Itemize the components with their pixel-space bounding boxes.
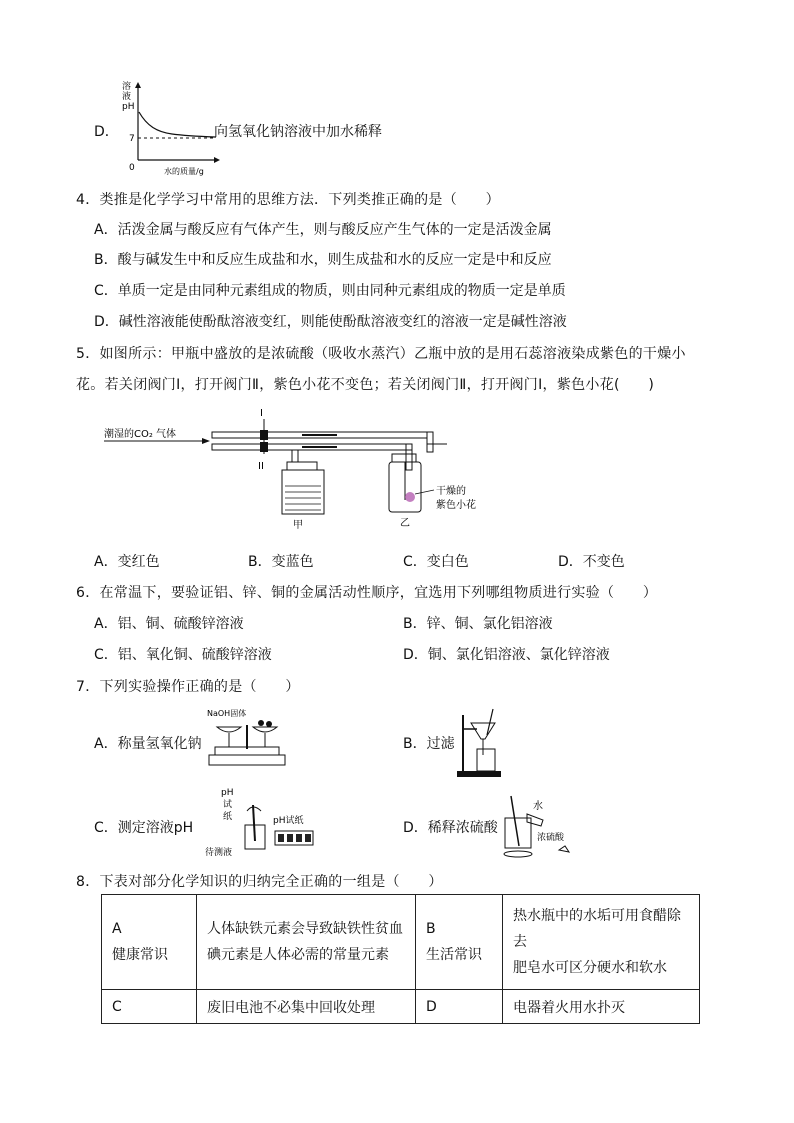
flower-label-2: 紫色小花	[436, 500, 476, 511]
bottle-a-stopper	[287, 462, 317, 470]
valve-2-label: II	[258, 461, 264, 472]
q6-option-c: C．铝、氧化铜、硫酸锌溶液	[94, 647, 272, 663]
gas-arrow-icon	[202, 438, 210, 444]
graph-x-label: 水的质量/g	[164, 167, 204, 176]
valve-2-icon	[260, 442, 268, 452]
ph-dilution-graph	[112, 80, 222, 178]
cell-b-line2: 去	[513, 934, 527, 950]
ph-test-figure	[203, 785, 318, 860]
filtration-figure	[455, 705, 525, 780]
ph-paper-label: pH试纸	[273, 816, 304, 826]
graph-origin: 0	[129, 163, 135, 173]
q6-option-d: D．铜、氯化铝溶液、氯化锌溶液	[403, 647, 610, 663]
bottle-b-label: 乙	[400, 518, 410, 529]
funnel	[471, 723, 495, 739]
graph-tick-7: 7	[129, 134, 135, 144]
q7-stem: 7．下列实验操作正确的是（ ）	[76, 679, 300, 695]
q4-stem: 4．类推是化学学习中常用的思维方法．下列类推正确的是（ ）	[76, 192, 500, 208]
q5-stem-line2: 花。若关闭阀门Ⅰ，打开阀门Ⅱ，紫色小花不变色；若关闭阀门Ⅱ，打开阀门Ⅰ，紫色小花( )	[76, 377, 655, 393]
gas-label: 潮湿的CO₂ 气体	[104, 429, 177, 440]
cell-b-line3: 肥皂水可区分硬水和软水	[513, 960, 667, 976]
table-row	[102, 895, 700, 990]
q4-option-b: B．酸与碱发生中和反应生成盐和水，则生成盐和水的反应一定是中和反应	[94, 252, 552, 268]
q5-option-c: C．变白色	[403, 554, 469, 570]
q6-stem: 6．在常温下，要验证铝、锌、铜的金属活动性顺序，宜选用下列哪组物质进行实验（ ）	[76, 585, 658, 601]
q3-option-d-text: 向氢氧化钠溶液中加水稀释	[214, 124, 382, 140]
cell-b-topic: 生活常识	[426, 947, 482, 963]
valve-1-icon	[260, 430, 268, 440]
naoh-label: NaOH固体	[207, 709, 247, 718]
left-pan	[217, 727, 241, 732]
q4-option-a: A．活泼金属与酸反应有气体产生，则与酸反应产生气体的一定是活泼金属	[94, 222, 552, 238]
cell-b-line1: 热水瓶中的水垢可用食醋除	[513, 908, 681, 924]
x-axis-arrow-icon	[214, 157, 220, 163]
cell-c-letter: C	[102, 990, 197, 1024]
water-label: 水	[533, 801, 543, 812]
knowledge-table	[101, 894, 700, 1024]
table-cell	[197, 895, 416, 990]
beaker	[477, 749, 495, 771]
cell-b-letter: B	[426, 921, 436, 937]
graph-curve	[139, 112, 216, 137]
y-axis-arrow-icon	[135, 82, 141, 88]
cell-d-letter: D	[416, 990, 503, 1024]
bottle-a-label: 甲	[293, 520, 303, 531]
co2-apparatus-figure	[102, 402, 502, 532]
stand-base	[457, 771, 501, 777]
cell-d-text: 电器着火用水扑灭	[503, 990, 700, 1024]
q5-option-b: B．变蓝色	[248, 554, 314, 570]
graph-y-label-3: pH	[122, 102, 135, 112]
water-container	[527, 814, 543, 826]
table-row	[102, 990, 700, 1024]
q5-option-a: A．变红色	[94, 554, 160, 570]
valve-1-label: I	[260, 408, 263, 419]
cell-a-line2: 碘元素是人体必需的常量元素	[207, 947, 389, 963]
table-cell	[102, 895, 197, 990]
test-liquid-label: 待测液	[205, 848, 233, 858]
dilution-figure	[497, 790, 572, 860]
q4-option-d: D．碱性溶液能使酚酞溶液变红，则能使酚酞溶液变红的溶液一定是碱性溶液	[94, 314, 567, 330]
ph-label-2: 试	[223, 800, 233, 810]
q5-stem-line1: 5．如图所示：甲瓶中盛放的是浓硫酸（吸收水蒸汽）乙瓶中放的是用石蕊溶液染成紫色的干燥小	[76, 346, 686, 362]
q7-option-a: A．称量氢氧化钠	[94, 736, 202, 752]
purple-flower-icon	[405, 492, 415, 502]
table-cell	[503, 895, 700, 990]
balance-figure	[205, 705, 290, 775]
graph-y-label-2: 液	[122, 92, 132, 102]
q7-option-b: B．过滤	[403, 736, 455, 752]
stir-rod	[511, 796, 519, 846]
q3-option-d-label: D．	[94, 124, 119, 140]
cell-a-letter: A	[112, 921, 122, 937]
flower-label-1: 干燥的	[436, 486, 466, 497]
q5-option-d: D．不变色	[558, 554, 625, 570]
ph-label-3: 纸	[223, 812, 233, 822]
table-cell	[416, 895, 503, 990]
q8-stem: 8．下表对部分化学知识的归纳完全正确的一组是（ ）	[76, 874, 443, 890]
right-pan	[253, 727, 277, 732]
q4-option-c: C．单质一定是由同种元素组成的物质，则由同种元素组成的物质一定是单质	[94, 283, 566, 299]
q6-option-b: B．锌、铜、氯化铝溶液	[403, 616, 553, 632]
cell-c-text: 废旧电池不必集中回收处理	[197, 990, 416, 1024]
acid-label: 浓硫酸	[537, 833, 565, 843]
ph-label: pH	[221, 788, 234, 798]
ph-strip	[253, 805, 255, 841]
q7-option-c: C．测定溶液pH	[94, 820, 194, 836]
q7-option-d: D．稀释浓硫酸	[403, 820, 498, 836]
graph-y-label: 溶	[122, 82, 132, 92]
cell-a-line1: 人体缺铁元素会导致缺铁性贫血	[207, 921, 403, 937]
q6-option-a: A．铝、铜、硫酸锌溶液	[94, 616, 244, 632]
cell-a-topic: 健康常识	[112, 947, 168, 963]
